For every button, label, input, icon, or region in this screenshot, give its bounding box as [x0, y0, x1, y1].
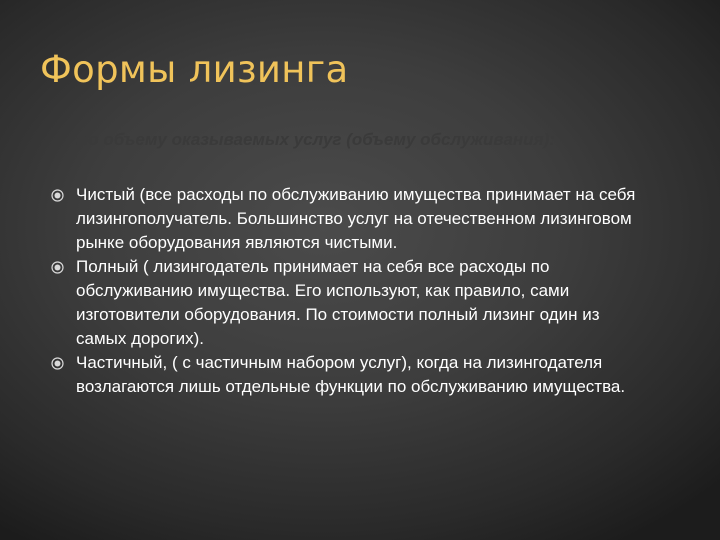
bullet-text: Частичный, ( с частичным набором услуг), когда на лизингодателя возлагаются лишь отдельные функции по обслуживанию имущества. [76, 353, 626, 396]
bullet-item [76, 255, 636, 351]
bullet-text: Чистый (все расходы по обслуживанию имущества принимает на себя лизингополучатель. Большинство услуг на отечественном лизинговом рынке оборудования являются чистыми. [76, 185, 636, 252]
section-subheading: По объему оказываемых услуг (объему обслуживания): [76, 130, 555, 149]
bullet-item [76, 183, 636, 255]
circle-bullet-icon [51, 357, 64, 370]
circle-bullet-icon [51, 189, 64, 202]
circle-bullet-icon [51, 261, 64, 274]
bullet-item [76, 351, 636, 399]
bullet-list [76, 183, 636, 399]
slide-title: Формы лизинга [40, 48, 349, 91]
bullet-text: Полный ( лизингодатель принимает на себя все расходы по обслуживанию имущества. Его используют, как правило, сами изготовители оборудования. По стоимости полный лизинг один из самых дорогих). [76, 257, 600, 348]
